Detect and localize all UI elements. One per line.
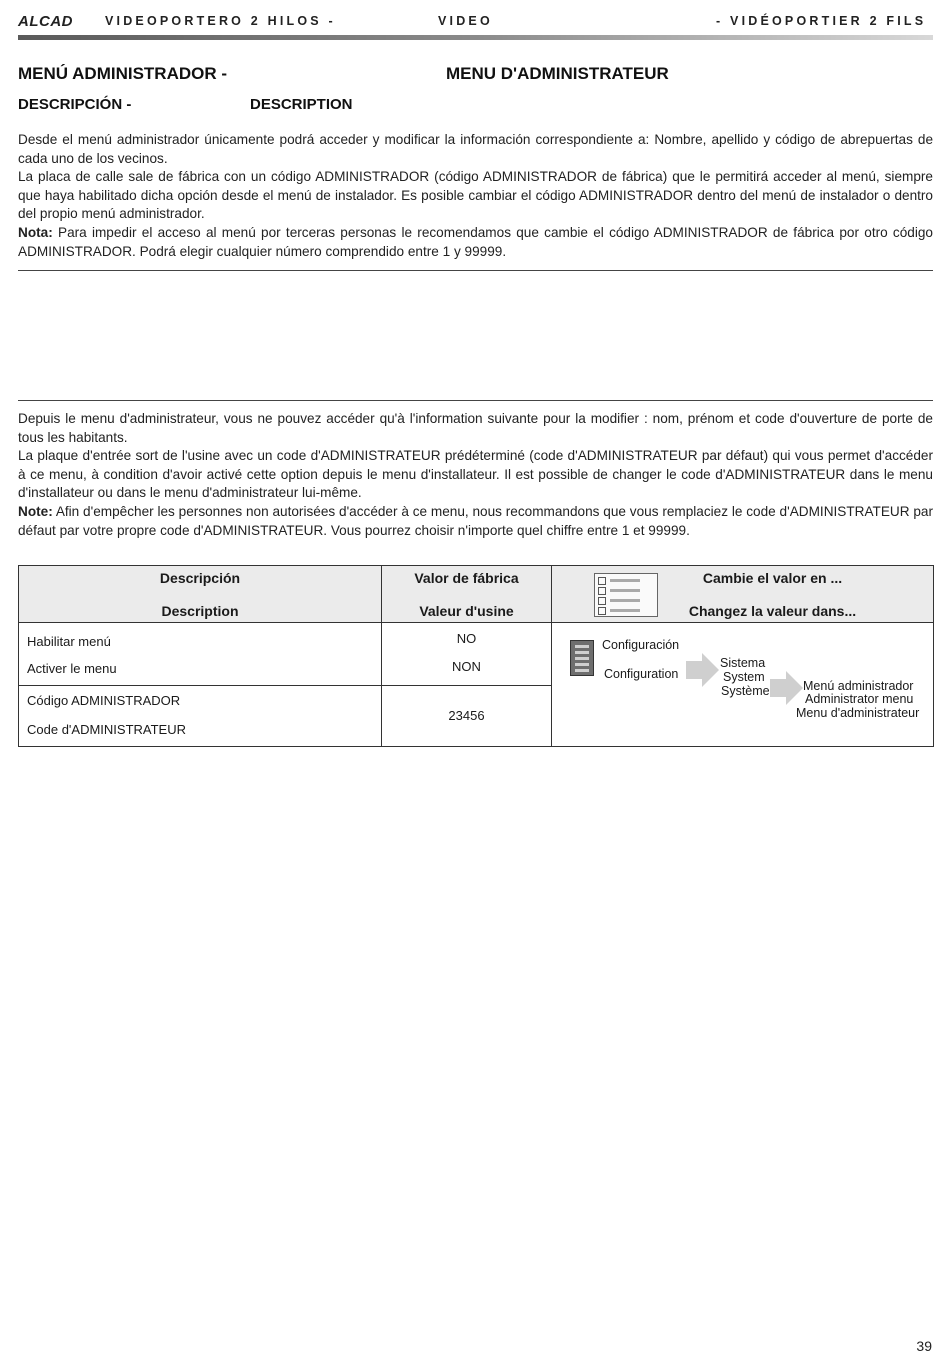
header-description-es: Descripción — [159, 570, 241, 586]
door-panel-icon — [570, 640, 594, 676]
row1-default-es: NO — [456, 631, 477, 646]
table-header-row — [19, 566, 934, 623]
spanish-note-text: Para impedir el acceso al menú por terceras personas le recomendamos que cambie el código ADMINISTRADOR de fábrica por otro código ADMINISTRADOR. Podrá elegir cualquier número comprendido entre 1 y 99999. — [18, 224, 933, 259]
french-paragraph-1: Depuis le menu d'administrateur, vous ne pouvez accéder qu'à l'information suivante pour la modifier : nom, prénom et code d'ouverture de porte de tous les habitants. — [18, 411, 933, 445]
divider-middle — [18, 400, 933, 401]
french-note — [18, 503, 933, 540]
step1-es: Configuración — [602, 638, 680, 652]
header-center: VIDEO — [438, 14, 493, 28]
step2-en: System — [723, 670, 765, 684]
header-change — [552, 566, 934, 623]
menu-path — [552, 623, 932, 747]
step1-fr: Configuration — [604, 667, 679, 681]
row2-desc-es: Código ADMINISTRADOR — [27, 693, 181, 708]
step3-es: Menú administrador — [803, 679, 914, 693]
header-description-fr: Description — [161, 603, 239, 619]
step2-es: Sistema — [720, 656, 766, 670]
step3-fr: Menu d'administrateur — [796, 706, 920, 720]
header-change-es: Cambie el valor en ... — [702, 570, 843, 586]
french-description — [18, 410, 933, 540]
brand-logo: ALCAD — [18, 13, 73, 30]
french-note-label: Note: — [18, 503, 53, 519]
menu-path-cell — [552, 623, 934, 747]
spanish-note-label: Nota: — [18, 224, 53, 240]
row2-description — [19, 686, 382, 747]
row2-default-value: 23456 — [448, 708, 485, 723]
header-default-fr: Valeur d'usine — [419, 603, 514, 619]
row2-desc-fr: Code d'ADMINISTRATEUR — [27, 722, 186, 737]
spanish-paragraph-2: La placa de calle sale de fábrica con un código ADMINISTRADOR (código ADMINISTRADOR de fábrica) que le permitirá acceder al menú, siempre que haya habilitado dicha opción desde el menú de instalador. Es posible cambiar el código ADMINISTRADOR dentro del menú de instalador o dentro del propio menú administrador. — [18, 169, 933, 222]
step3-en: Administrator menu — [805, 692, 914, 706]
divider-top — [18, 270, 933, 271]
row1-default — [382, 623, 552, 686]
subtitle-fr: DESCRIPTION — [250, 96, 353, 113]
subtitle-es: DESCRIPCIÓN - — [18, 96, 132, 113]
french-paragraph-2: La plaque d'entrée sort de l'usine avec un code d'ADMINISTRATEUR prédéterminé (code d'ADMINISTRATEUR par défaut) qui vous permet d'accéder à ce menu, à condition d'avoir activé cette option depuis le menu d'installateur. Il est possible de changer le code d'ADMINISTRATEUR dans le menu d'installateur ou dans le menu d'administrateur lui-même. — [18, 448, 933, 501]
header-description — [19, 566, 382, 623]
page-header — [18, 14, 933, 34]
spanish-description — [18, 131, 933, 261]
spanish-note — [18, 224, 933, 261]
settings-table — [18, 565, 934, 747]
spanish-paragraph-1: Desde el menú administrador únicamente podrá acceder y modificar la información correspondiente a: Nombre, apellido y código de abrepuertas de cada uno de los vecinos. — [18, 132, 933, 166]
header-right: - VIDÉOPORTIER 2 FILS — [716, 14, 927, 28]
arrow-icon — [770, 671, 804, 705]
row1-default-fr: NON — [452, 659, 481, 674]
header-left: VIDEOPORTERO 2 HILOS - — [105, 14, 336, 28]
arrow-icon — [686, 653, 720, 687]
header-default — [382, 566, 552, 623]
title-es: MENÚ ADMINISTRADOR - — [18, 64, 228, 83]
table-row — [19, 623, 934, 686]
header-change-fr: Changez la valeur dans... — [688, 603, 857, 619]
french-note-text: Afin d'empêcher les personnes non autorisées d'accéder à ce menu, nous recommandons que vous remplaciez le code d'ADMINISTRATEUR par défaut par votre propre code d'ADMINISTRATEUR. Vous pourrez choisir n'importe quel chiffre entre 1 et 99999. — [18, 503, 933, 538]
row1-desc-es: Habilitar menú — [27, 634, 111, 649]
page-number: 39 — [916, 1338, 932, 1354]
header-default-es: Valor de fábrica — [414, 570, 519, 586]
step2-fr: Système — [721, 684, 770, 698]
title-fr: MENU D'ADMINISTRATEUR — [446, 64, 669, 83]
row2-default — [382, 686, 552, 747]
row1-desc-fr: Activer le menu — [27, 661, 117, 676]
header-rule — [18, 35, 933, 40]
row1-description — [19, 623, 382, 686]
